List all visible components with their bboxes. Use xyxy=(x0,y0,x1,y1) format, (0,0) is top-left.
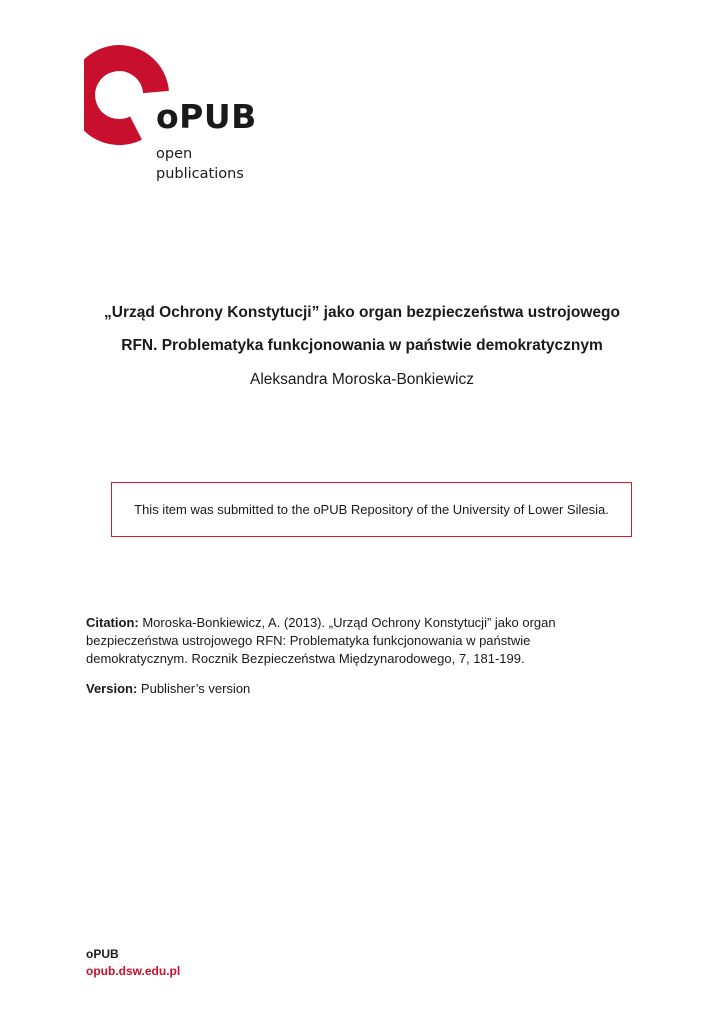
logo-tagline-line1: open xyxy=(156,146,193,162)
document-author: Aleksandra Moroska-Bonkiewicz xyxy=(250,371,474,388)
version-text: Publisher’s version xyxy=(140,681,251,696)
logo-tagline xyxy=(156,144,244,184)
document-title-line2: RFN. Problematyka funkcjonowania w państwie demokratycznym xyxy=(121,337,603,354)
repository-notice-text: This item was submitted to the oPUB Repository of the University of Lower Silesia. xyxy=(134,502,609,517)
document-title-line1: „Urząd Ochrony Konstytucji” jako organ bezpieczeństwa ustrojowego xyxy=(104,304,620,321)
repository-notice xyxy=(111,482,632,537)
document-title xyxy=(40,296,684,362)
opub-logo xyxy=(84,40,284,190)
footer-name: oPUB xyxy=(86,947,119,961)
citation-block xyxy=(86,614,606,668)
citation-label: Citation: xyxy=(86,615,143,630)
version-block xyxy=(86,680,250,698)
footer xyxy=(86,946,180,980)
footer-url-link[interactable]: opub.dsw.edu.pl xyxy=(86,964,181,978)
version-label: Version: xyxy=(86,681,141,696)
logo-name: oPUB xyxy=(156,97,257,136)
logo-tagline-line2: publications xyxy=(156,166,244,182)
citation-text: Moroska-Bonkiewicz, A. (2013). „Urząd Ochrony Konstytucji” jako organ bezpieczeństwa ustrojowego RFN: Problematyka funkcjonowania w państwie demokratycznym. Rocznik Bezpieczeństwa Międzynarodowego, 7, 181-199. xyxy=(86,615,556,666)
